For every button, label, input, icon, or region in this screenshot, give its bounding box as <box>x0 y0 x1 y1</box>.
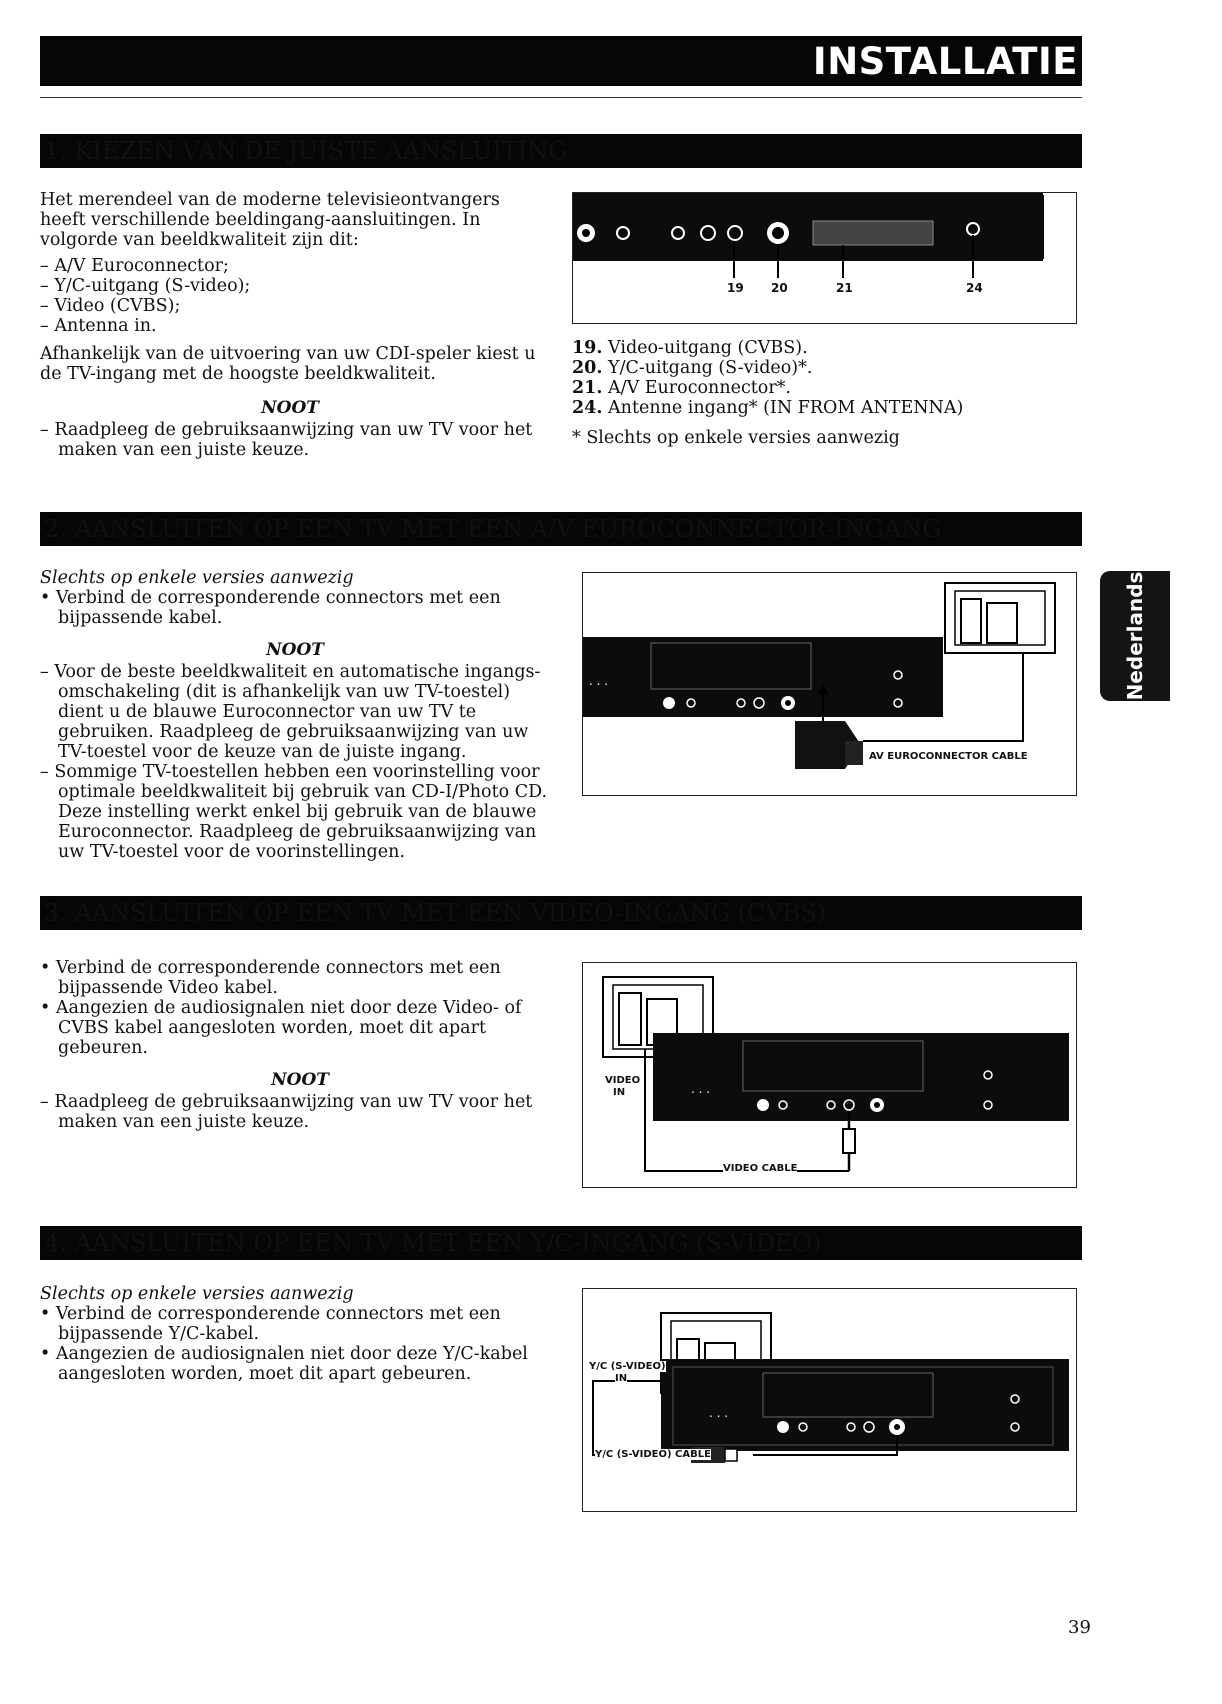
page-number: 39 <box>1068 1617 1091 1638</box>
section-3-text <box>40 958 560 1132</box>
cable-label: VIDEO CABLE <box>723 1163 798 1174</box>
list-item: • Aangezien de audiosignalen niet door deze Y/C-kabel aangesloten worden, moet dit apart gebeuren. <box>40 1344 528 1384</box>
section-4-text <box>40 1284 560 1384</box>
section-1-title: 1. KIEZEN VAN DE JUISTE AANSLUITING <box>44 137 573 165</box>
connector-legend <box>572 338 1092 448</box>
list-item: – Antenna in. <box>40 316 157 336</box>
section-1-intro: Het merendeel van de moderne televisieontvangers heeft verschillende beeldingang-aansluitingen. In volgorde van beeldkwaliteit zijn dit: <box>40 190 500 250</box>
svideo-in-label-2: IN <box>615 1373 628 1384</box>
list-item: – Video (CVBS); <box>40 296 181 316</box>
page-header-banner <box>40 36 1082 86</box>
section-1-heading <box>40 134 1082 168</box>
list-item: • Verbind de corresponderende connectors met een bijpassende Video kabel. <box>40 958 501 998</box>
figure-label-21: 21 <box>836 281 853 295</box>
availability-note: Slechts op enkele versies aanwezig <box>40 1284 354 1304</box>
availability-note: Slechts op enkele versies aanwezig <box>40 568 354 588</box>
video-cable-figure <box>582 962 1077 1188</box>
header-divider <box>40 97 1082 98</box>
section-4-heading <box>40 1226 1082 1260</box>
rear-panel-diagram <box>573 193 1076 323</box>
list-item: • Verbind de corresponderende connectors met een bijpassende Y/C-kabel. <box>40 1304 501 1344</box>
cable-label: AV EUROCONNECTOR CABLE <box>869 751 1028 762</box>
noot-text: – Raadpleeg de gebruiksaanwijzing van uw TV voor het maken van een juiste keuze. <box>40 1092 533 1132</box>
svideo-cable-figure <box>582 1288 1077 1512</box>
footnote: * Slechts op enkele versies aanwezig <box>572 428 900 448</box>
section-2-title: 2. AANSLUITEN OP EEN TV MET EEN A/V EUROCONNECTOR-INGANG <box>44 515 947 543</box>
figure-label-24: 24 <box>966 281 983 295</box>
video-cable-diagram <box>583 963 1076 1187</box>
section-1-paragraph: Afhankelijk van de uitvoering van uw CDI-speler kiest u de TV-ingang met de hoogste beeldkwaliteit. <box>40 344 536 384</box>
figure-label-19: 19 <box>727 281 744 295</box>
cable-label: Y/C (S-VIDEO) CABLE <box>595 1449 711 1460</box>
list-item: – Y/C-uitgang (S-video); <box>40 276 251 296</box>
section-4-title: 4. AANSLUITEN OP EEN TV MET EEN Y/C-INGANG (S-VIDEO) <box>44 1229 827 1257</box>
noot-heading: NOOT <box>271 1070 329 1090</box>
svg-text:. . .: . . . <box>589 674 609 688</box>
euroconnector-figure <box>582 572 1077 796</box>
svideo-in-label: Y/C (S-VIDEO) <box>589 1361 666 1372</box>
rear-panel-figure <box>572 192 1077 324</box>
connection-list <box>40 256 540 336</box>
video-in-label-2: IN <box>613 1087 626 1098</box>
noot-heading: NOOT <box>266 640 324 660</box>
noot-heading: NOOT <box>261 398 319 418</box>
section-2-text <box>40 568 550 862</box>
list-item: – A/V Euroconnector; <box>40 256 229 276</box>
svg-text:. . .: . . . <box>691 1082 711 1096</box>
page-title: INSTALLATIE <box>812 40 1078 83</box>
list-item: • Verbind de corresponderende connectors met een bijpassende kabel. <box>40 588 501 628</box>
language-tab-label: Nederlands <box>1123 571 1147 701</box>
legend-item: 21. A/V Euroconnector*. <box>572 378 791 398</box>
video-in-label: VIDEO <box>605 1075 641 1086</box>
noot-text: – Raadpleeg de gebruiksaanwijzing van uw TV voor het maken van een juiste keuze. <box>40 420 533 460</box>
list-item: • Aangezien de audiosignalen niet door deze Video- of CVBS kabel aangesloten worden, moet dit apart gebeuren. <box>40 998 522 1058</box>
legend-item: 20. Y/C-uitgang (S-video)*. <box>572 358 813 378</box>
section-1-text <box>40 190 540 460</box>
legend-item: 19. Video-uitgang (CVBS). <box>572 338 808 358</box>
legend-item: 24. Antenne ingang* (IN FROM ANTENNA) <box>572 398 964 418</box>
language-tab <box>1100 571 1170 701</box>
noot-text: – Sommige TV-toestellen hebben een voorinstelling voor optimale beeldkwaliteit bij gebruik van CD-I/Photo CD. Deze instelling werkt enkel bij gebruik van de blauwe Euroconnector. Raadpleeg de gebruiksaanwijzing van uw TV-toestel voor de voorinstellingen. <box>40 762 548 862</box>
section-3-heading <box>40 896 1082 930</box>
section-2-heading <box>40 512 1082 546</box>
section-3-title: 3. AANSLUITEN OP EEN TV MET EEN VIDEO-INGANG (CVBS) <box>44 899 832 927</box>
figure-label-20: 20 <box>771 281 788 295</box>
svideo-cable-diagram <box>583 1289 1076 1511</box>
svg-text:. . .: . . . <box>709 1406 729 1420</box>
noot-text: – Voor de beste beeldkwaliteit en automatische ingangs-omschakeling (dit is afhankelijk van uw TV-toestel) dient u de blauwe Euroconnector van uw TV te gebruiken. Raadpleeg de gebruiksaanwijzing van uw TV-toestel voor de keuze van de juiste ingang. <box>40 662 541 762</box>
